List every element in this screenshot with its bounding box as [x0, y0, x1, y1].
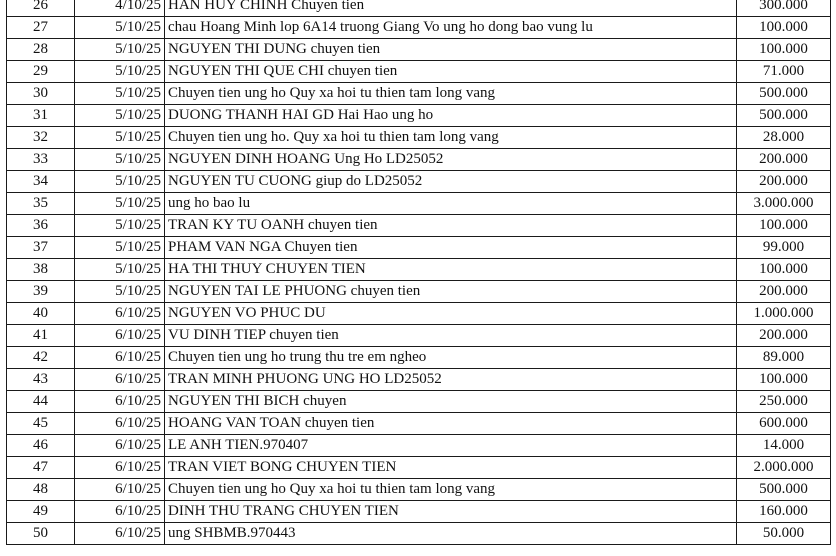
row-date: 6/10/25: [75, 369, 165, 391]
row-amount: 50.000: [737, 523, 831, 545]
row-number: 42: [7, 347, 75, 369]
donation-table: [6, 0, 831, 545]
row-number: 36: [7, 215, 75, 237]
table-row: [7, 479, 831, 501]
row-number: 28: [7, 39, 75, 61]
row-number: 32: [7, 127, 75, 149]
table-row: [7, 369, 831, 391]
row-amount: 100.000: [737, 259, 831, 281]
row-description: Chuyen tien ung ho. Quy xa hoi tu thien tam long vang: [165, 127, 737, 149]
row-description: DINH THU TRANG CHUYEN TIEN: [165, 501, 737, 523]
table-row: [7, 61, 831, 83]
row-date: 6/10/25: [75, 501, 165, 523]
row-amount: 100.000: [737, 17, 831, 39]
row-date: 5/10/25: [75, 237, 165, 259]
row-number: 45: [7, 413, 75, 435]
table-row: [7, 325, 831, 347]
table-row: [7, 127, 831, 149]
row-number: 31: [7, 105, 75, 127]
row-amount: 250.000: [737, 391, 831, 413]
row-description: HAN HUY CHINH Chuyen tien: [165, 0, 737, 17]
row-date: 6/10/25: [75, 479, 165, 501]
table-row: [7, 523, 831, 545]
table-row: [7, 193, 831, 215]
row-number: 27: [7, 17, 75, 39]
row-date: 5/10/25: [75, 83, 165, 105]
table-row: [7, 39, 831, 61]
row-description: NGUYEN DINH HOANG Ung Ho LD25052: [165, 149, 737, 171]
table-row: [7, 83, 831, 105]
row-amount: 2.000.000: [737, 457, 831, 479]
row-description: NGUYEN THI BICH chuyen: [165, 391, 737, 413]
row-description: ung SHBMB.970443: [165, 523, 737, 545]
row-number: 41: [7, 325, 75, 347]
row-date: 6/10/25: [75, 325, 165, 347]
row-amount: 200.000: [737, 171, 831, 193]
row-number: 33: [7, 149, 75, 171]
row-amount: 71.000: [737, 61, 831, 83]
row-amount: 100.000: [737, 369, 831, 391]
row-date: 6/10/25: [75, 391, 165, 413]
row-amount: 28.000: [737, 127, 831, 149]
row-amount: 500.000: [737, 105, 831, 127]
table-row: [7, 303, 831, 325]
table-row: [7, 215, 831, 237]
table-row: [7, 281, 831, 303]
row-amount: 300.000: [737, 0, 831, 17]
row-description: PHAM VAN NGA Chuyen tien: [165, 237, 737, 259]
row-date: 5/10/25: [75, 171, 165, 193]
table-row: [7, 435, 831, 457]
row-number: 34: [7, 171, 75, 193]
row-date: 6/10/25: [75, 457, 165, 479]
row-number: 47: [7, 457, 75, 479]
row-description: NGUYEN TU CUONG giup do LD25052: [165, 171, 737, 193]
row-number: 35: [7, 193, 75, 215]
row-number: 44: [7, 391, 75, 413]
row-description: LE ANH TIEN.970407: [165, 435, 737, 457]
row-description: NGUYEN THI QUE CHI chuyen tien: [165, 61, 737, 83]
row-description: HOANG VAN TOAN chuyen tien: [165, 413, 737, 435]
row-amount: 89.000: [737, 347, 831, 369]
row-amount: 500.000: [737, 83, 831, 105]
row-description: TRAN VIET BONG CHUYEN TIEN: [165, 457, 737, 479]
row-date: 6/10/25: [75, 303, 165, 325]
row-date: 5/10/25: [75, 215, 165, 237]
row-number: 48: [7, 479, 75, 501]
row-description: TRAN MINH PHUONG UNG HO LD25052: [165, 369, 737, 391]
row-description: Chuyen tien ung ho Quy xa hoi tu thien tam long vang: [165, 479, 737, 501]
row-date: 5/10/25: [75, 127, 165, 149]
table-row: [7, 237, 831, 259]
table-row: [7, 347, 831, 369]
row-description: DUONG THANH HAI GD Hai Hao ung ho: [165, 105, 737, 127]
row-amount: 600.000: [737, 413, 831, 435]
row-number: 30: [7, 83, 75, 105]
row-amount: 1.000.000: [737, 303, 831, 325]
row-amount: 100.000: [737, 215, 831, 237]
row-number: 46: [7, 435, 75, 457]
row-date: 5/10/25: [75, 17, 165, 39]
row-description: NGUYEN THI DUNG chuyen tien: [165, 39, 737, 61]
row-date: 6/10/25: [75, 523, 165, 545]
row-description: HA THI THUY CHUYEN TIEN: [165, 259, 737, 281]
row-description: chau Hoang Minh lop 6A14 truong Giang Vo ung ho dong bao vung lu: [165, 17, 737, 39]
row-number: 43: [7, 369, 75, 391]
table-row: [7, 171, 831, 193]
row-date: 5/10/25: [75, 193, 165, 215]
table-row: [7, 413, 831, 435]
row-amount: 200.000: [737, 149, 831, 171]
row-number: 38: [7, 259, 75, 281]
row-amount: 3.000.000: [737, 193, 831, 215]
row-date: 6/10/25: [75, 435, 165, 457]
row-date: 5/10/25: [75, 105, 165, 127]
table-row: [7, 501, 831, 523]
row-description: Chuyen tien ung ho trung thu tre em ngheo: [165, 347, 737, 369]
row-date: 5/10/25: [75, 149, 165, 171]
row-description: VU DINH TIEP chuyen tien: [165, 325, 737, 347]
row-date: 6/10/25: [75, 347, 165, 369]
row-number: 26: [7, 0, 75, 17]
row-number: 39: [7, 281, 75, 303]
table-row: [7, 457, 831, 479]
donation-table-body: [7, 0, 831, 545]
row-description: NGUYEN TAI LE PHUONG chuyen tien: [165, 281, 737, 303]
row-number: 50: [7, 523, 75, 545]
table-row: [7, 0, 831, 17]
row-amount: 500.000: [737, 479, 831, 501]
row-description: NGUYEN VO PHUC DU: [165, 303, 737, 325]
row-amount: 200.000: [737, 281, 831, 303]
row-amount: 100.000: [737, 39, 831, 61]
row-date: 5/10/25: [75, 61, 165, 83]
row-date: 5/10/25: [75, 39, 165, 61]
table-row: [7, 17, 831, 39]
row-amount: 200.000: [737, 325, 831, 347]
table-row: [7, 391, 831, 413]
row-amount: 14.000: [737, 435, 831, 457]
table-row: [7, 105, 831, 127]
row-date: 5/10/25: [75, 281, 165, 303]
row-number: 49: [7, 501, 75, 523]
row-amount: 99.000: [737, 237, 831, 259]
row-amount: 160.000: [737, 501, 831, 523]
row-number: 40: [7, 303, 75, 325]
row-description: Chuyen tien ung ho Quy xa hoi tu thien tam long vang: [165, 83, 737, 105]
table-row: [7, 259, 831, 281]
row-description: ung ho bao lu: [165, 193, 737, 215]
row-date: 4/10/25: [75, 0, 165, 17]
row-number: 29: [7, 61, 75, 83]
table-row: [7, 149, 831, 171]
row-number: 37: [7, 237, 75, 259]
row-date: 5/10/25: [75, 259, 165, 281]
row-description: TRAN KY TU OANH chuyen tien: [165, 215, 737, 237]
row-date: 6/10/25: [75, 413, 165, 435]
